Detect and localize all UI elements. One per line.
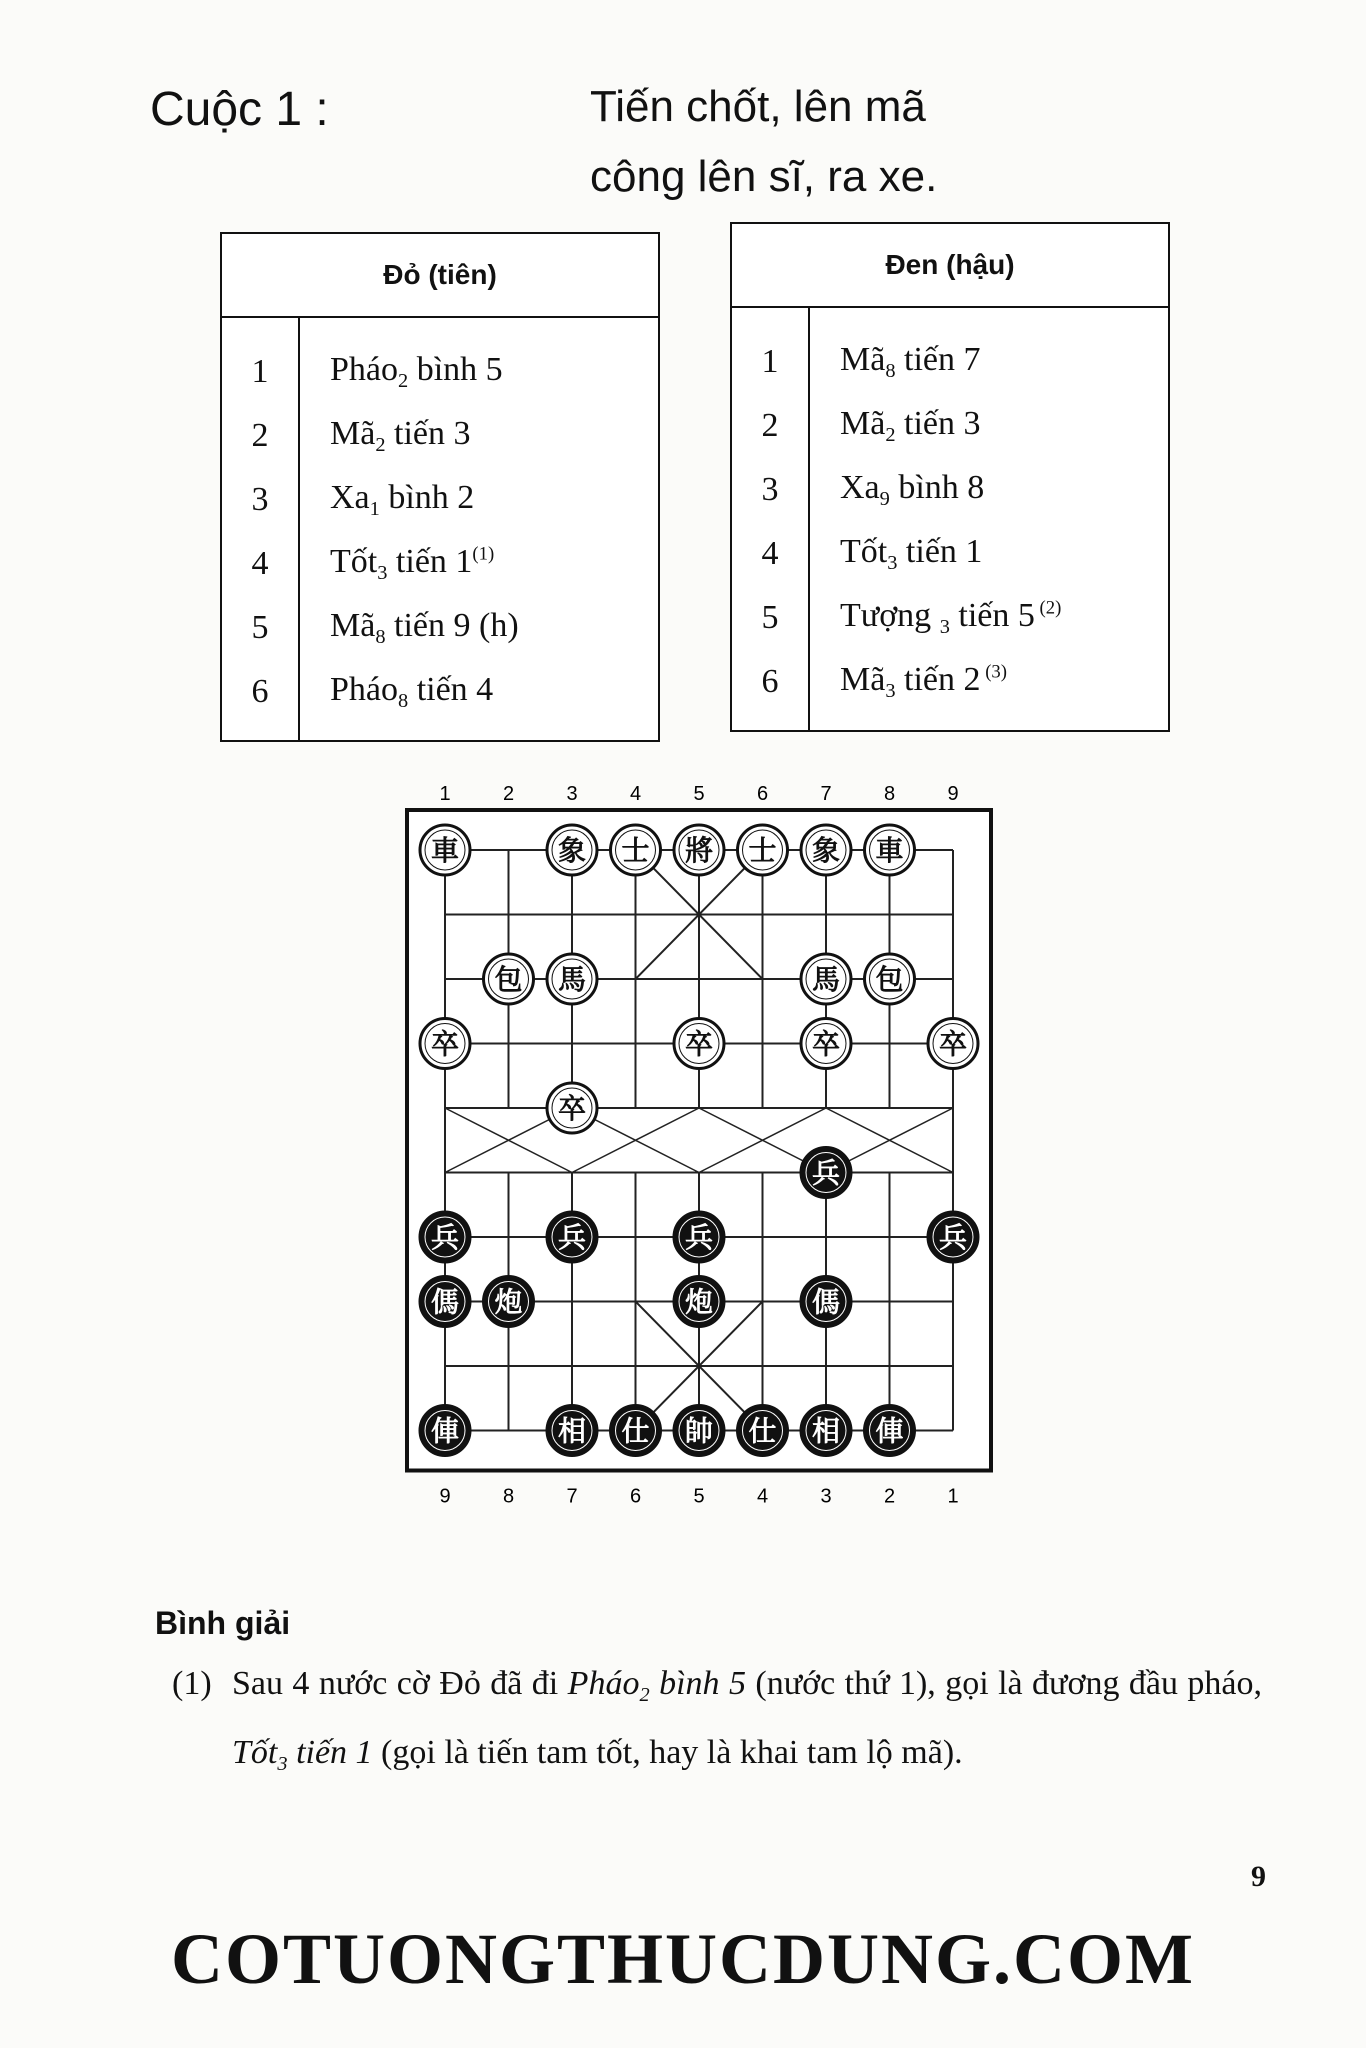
commentary-text-1: Sau 4 nước cờ Đỏ đã đi <box>232 1665 568 1702</box>
black-table-header: Đen (hậu) <box>731 223 1169 307</box>
piece-glyph: 兵 <box>430 1221 460 1254</box>
bottom-file-label: 6 <box>629 1485 642 1508</box>
move-action: tiến 3 <box>385 414 471 452</box>
move-piece-index: 2 <box>398 370 409 393</box>
move-note: (2) <box>1034 597 1062 619</box>
bottom-file-label: 2 <box>883 1485 896 1508</box>
move-number: 2 <box>731 394 809 458</box>
piece-glyph: 卒 <box>557 1092 587 1125</box>
top-file-label: 3 <box>566 783 578 805</box>
move-piece-index: 9 <box>879 488 890 511</box>
piece-glyph: 相 <box>811 1414 841 1448</box>
move-number: 1 <box>221 317 299 404</box>
top-file-label: 5 <box>693 783 705 805</box>
move-action: tiến 4 <box>408 670 494 708</box>
piece-glyph: 卒 <box>684 1027 714 1061</box>
top-file-label: 2 <box>502 783 515 805</box>
piece-glyph: 兵 <box>811 1156 841 1190</box>
piece-glyph: 炮 <box>494 1285 523 1319</box>
piece-glyph: 車 <box>875 834 904 867</box>
page-number: 9 <box>1251 1860 1266 1893</box>
commentary-paragraph <box>172 1655 1262 1793</box>
piece-glyph: 傌 <box>811 1285 841 1319</box>
bottom-file-label: 4 <box>756 1485 769 1508</box>
subtitle-line-1: Tiến chốt, lên mã <box>590 82 926 131</box>
move-piece-index: 2 <box>885 424 896 447</box>
commentary-italic-1: Pháo <box>567 1665 640 1702</box>
move-note: (1) <box>472 543 495 565</box>
move-number: 2 <box>221 404 299 468</box>
move-action: tiến 5 <box>949 596 1035 634</box>
move-number: 6 <box>221 660 299 741</box>
move-action: bình 5 <box>408 350 503 388</box>
move-piece-index: 8 <box>375 626 386 649</box>
move-piece: Xa <box>840 468 880 506</box>
piece-glyph: 俥 <box>875 1414 904 1448</box>
bottom-file-label: 8 <box>502 1485 515 1508</box>
move-piece: Mã <box>840 660 886 698</box>
piece-glyph: 將 <box>684 834 714 867</box>
piece-glyph: 馬 <box>811 963 841 996</box>
move-action: tiến 7 <box>895 340 981 378</box>
move-piece-index: 8 <box>398 690 409 713</box>
piece-glyph: 俥 <box>430 1414 460 1448</box>
top-file-label: 7 <box>820 783 832 805</box>
piece-glyph: 士 <box>748 834 777 867</box>
bottom-file-label: 9 <box>439 1485 451 1508</box>
bottom-file-label: 3 <box>820 1485 832 1508</box>
move-action: bình 2 <box>379 478 475 516</box>
piece-glyph: 兵 <box>684 1221 714 1254</box>
bottom-file-label: 1 <box>947 1485 959 1508</box>
move-piece-index: 3 <box>939 616 950 639</box>
top-file-label: 4 <box>629 783 642 805</box>
red-table-header: Đỏ (tiên) <box>221 233 659 317</box>
move-piece: Pháo <box>330 350 398 388</box>
move-number: 5 <box>731 586 809 650</box>
move-piece: Mã <box>330 414 376 452</box>
bottom-file-label: 7 <box>566 1485 578 1508</box>
move-number: 3 <box>731 458 809 522</box>
piece-glyph: 相 <box>557 1414 587 1448</box>
commentary-italic-2b: tiến 1 <box>287 1734 373 1772</box>
piece-glyph: 包 <box>875 963 904 996</box>
move-piece-index: 3 <box>885 680 896 703</box>
piece-glyph: 卒 <box>811 1027 841 1061</box>
piece-glyph: 帥 <box>684 1414 714 1448</box>
move-action: bình 8 <box>889 468 985 506</box>
footer-watermark: COTUONGTHUCDUNG.COM <box>171 1919 1195 1999</box>
move-note: (3) <box>980 661 1007 683</box>
move-number: 4 <box>221 532 299 596</box>
piece-glyph: 卒 <box>938 1027 968 1061</box>
move-action: tiến 1 <box>387 542 473 580</box>
move-number: 3 <box>221 468 299 532</box>
piece-glyph: 象 <box>557 834 587 867</box>
move-piece-index: 1 <box>369 498 380 521</box>
top-file-label: 8 <box>883 783 896 805</box>
move-piece: Mã <box>840 404 886 442</box>
commentary-italic-1-sub: 2 <box>639 1684 650 1707</box>
page-title: Cuộc 1 : <box>150 83 329 136</box>
move-piece: Xa <box>330 478 370 516</box>
piece-glyph: 炮 <box>684 1285 714 1319</box>
move-piece-index: 3 <box>377 562 388 585</box>
piece-glyph: 卒 <box>430 1027 460 1061</box>
move-piece-index: 8 <box>885 360 896 383</box>
piece-glyph: 兵 <box>557 1221 587 1254</box>
move-piece-index: 2 <box>375 434 386 457</box>
piece-glyph: 象 <box>811 834 841 867</box>
move-action: tiến 2 <box>895 660 981 698</box>
piece-glyph: 車 <box>430 834 460 867</box>
commentary-italic-1b: bình 5 <box>649 1665 746 1702</box>
piece-glyph: 包 <box>494 963 523 996</box>
move-action: tiến 3 <box>895 404 981 442</box>
top-file-label: 9 <box>947 783 959 805</box>
move-piece: Mã <box>840 340 886 378</box>
commentary-text-2: (nước thứ 1), gọi là đương đầu pháo, <box>745 1665 1262 1702</box>
move-number: 6 <box>731 650 809 731</box>
top-file-label: 1 <box>439 783 451 805</box>
move-piece: Tốt <box>330 542 378 580</box>
move-piece-index: 3 <box>887 552 898 575</box>
bottom-file-label: 5 <box>693 1485 705 1508</box>
commentary-label: (1) <box>172 1665 212 1702</box>
piece-glyph: 馬 <box>557 963 587 996</box>
move-piece: Mã <box>330 606 376 644</box>
subtitle-line-2: công lên sĩ, ra xe. <box>590 152 938 201</box>
move-number: 5 <box>221 596 299 660</box>
top-file-label: 6 <box>756 783 769 805</box>
piece-glyph: 仕 <box>748 1414 777 1448</box>
move-piece: Pháo <box>330 670 398 708</box>
move-number: 1 <box>731 307 809 394</box>
move-piece: Tốt <box>840 532 888 570</box>
move-action: tiến 1 <box>897 532 983 570</box>
commentary-text-3: (gọi là tiến tam tốt, hay là khai tam lộ mã). <box>372 1734 963 1772</box>
commentary-italic-2-sub: 3 <box>277 1753 288 1776</box>
move-number: 4 <box>731 522 809 586</box>
piece-glyph: 仕 <box>621 1414 650 1448</box>
move-action: tiến 9 (h) <box>385 606 519 644</box>
piece-glyph: 兵 <box>938 1221 968 1254</box>
commentary-heading: Bình giải <box>155 1605 291 1641</box>
commentary-italic-2: Tốt <box>232 1734 278 1772</box>
piece-glyph: 傌 <box>430 1285 460 1319</box>
piece-glyph: 士 <box>621 834 650 867</box>
move-piece: Tượng <box>840 596 940 634</box>
